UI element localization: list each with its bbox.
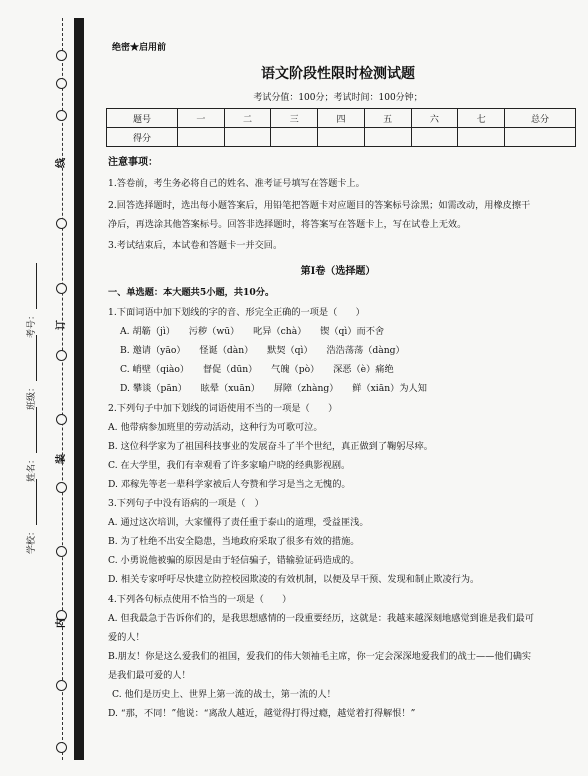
exam-number-field xyxy=(24,263,37,338)
section-title: 第Ⅰ卷（选择题） xyxy=(300,266,376,277)
score-cell[interactable] xyxy=(505,128,576,147)
table-cell: 三 xyxy=(271,109,318,128)
table-cell: 七 xyxy=(458,109,505,128)
option-b: B. 为了杜绝不出安全隐患，当地政府采取了很多有效的措施。 xyxy=(108,536,360,547)
cut-line xyxy=(62,18,63,760)
table-row xyxy=(107,109,576,128)
binding-hole-icon xyxy=(56,680,67,691)
note-item: 3.考试结束后，本试卷和答题卡一并交回。 xyxy=(108,240,283,251)
question-stem: 3.下列句子中没有语病的一项是（ ） xyxy=(108,498,264,509)
binding-hole-icon xyxy=(56,218,67,229)
score-cell[interactable] xyxy=(411,128,458,147)
binding-label: 装 xyxy=(56,454,67,464)
note-item: 1.答卷前，考生务必将自己的姓名、准考证号填写在答题卡上。 xyxy=(108,178,365,189)
option-d: D. 邓稼先等老一辈科学家被后人夸赞和学习是当之无愧的。 xyxy=(108,479,351,490)
option-d: D. 攀谈（pān） 眩晕（xuān） 屏障（zhàng） 鲜（xiān）为人知 xyxy=(120,383,427,394)
table-cell: 一 xyxy=(178,109,225,128)
option-d: D. “那，不同！”他说：“离敌人越近，越觉得打得过瘾，越觉着打得解恨！” xyxy=(108,708,416,719)
score-cell[interactable] xyxy=(224,128,271,147)
option-d: D. 相关专家呼吁尽快建立防控校园欺凌的有效机制，以便及早干预、发现和制止欺凌行为。 xyxy=(108,574,480,585)
option-c: C. 他们是历史上、世界上第一流的战士，第一流的人！ xyxy=(112,689,336,700)
school-field xyxy=(24,479,37,554)
question-stem: 1.下面词语中加下划线的字的音、形完全正确的一项是（ ） xyxy=(108,307,365,318)
field-label: 考号： xyxy=(27,310,37,338)
question-stem: 4.下列各句标点使用不恰当的一项是（ ） xyxy=(108,594,292,605)
option-b: B. 邀请（yāo） 怪诞（dàn） 默契（qì） 浩浩荡荡（dàng） xyxy=(120,345,405,356)
score-cell[interactable] xyxy=(458,128,505,147)
exam-info: 考试分值：100分；考试时间：100分钟； xyxy=(253,93,423,103)
option-b-cont: 是我们最可爱的人！ xyxy=(108,670,191,681)
table-cell: 二 xyxy=(224,109,271,128)
option-c: C. 小勇说他被骗的原因是由于轻信骗子，错输验证码造成的。 xyxy=(108,555,360,566)
option-a: A. 通过这次培训，大家懂得了责任重于泰山的道理，受益匪浅。 xyxy=(108,517,369,528)
binding-hole-icon xyxy=(56,742,67,753)
option-a: A. 但我最急于告诉你们的，是我思想感情的一段重要经历，这就是：我越来越深刻地感觉到谁是我们最可 xyxy=(108,613,534,624)
option-c: C. 在大学里，我们有幸观看了许多家喻户晓的经典影视剧。 xyxy=(108,460,351,471)
score-table xyxy=(106,108,576,147)
field-label: 班级： xyxy=(27,382,37,410)
option-b: B.朋友！你是这么爱我们的祖国，爱我们的伟大领袖毛主席，你一定会深深地爱我们的战士——他们确实 xyxy=(108,651,532,662)
part-heading: 一、单选题：本大题共5小题，共10分。 xyxy=(108,287,275,298)
binding-label: 订 xyxy=(56,320,67,330)
binding-hole-icon xyxy=(56,350,67,361)
score-cell[interactable] xyxy=(178,128,225,147)
notes-title: 注意事项： xyxy=(108,157,158,168)
score-cell[interactable] xyxy=(364,128,411,147)
table-cell: 五 xyxy=(364,109,411,128)
option-a: A. 他带病参加班里的劳动活动，这种行为可歌可泣。 xyxy=(108,422,323,433)
table-cell: 题号 xyxy=(107,109,178,128)
binding-bar xyxy=(74,18,84,760)
field-label: 学校： xyxy=(27,526,37,554)
table-cell: 四 xyxy=(318,109,365,128)
binding-label: 线 xyxy=(56,158,67,168)
secret-mark: 绝密★启用前 xyxy=(112,43,167,53)
option-a: A. 胡簕（jì） 污秽（wū） 叱异（chà） 锲（qì）而不舍 xyxy=(120,326,385,337)
table-cell: 得分 xyxy=(107,128,178,147)
page-title: 语文阶段性限时检测试题 xyxy=(261,66,415,82)
binding-hole-icon xyxy=(56,78,67,89)
table-row xyxy=(107,128,576,147)
binding-label: 内 xyxy=(56,618,67,628)
option-c: C. 峭壁（qiào） 督促（dūn） 气魄（pò） 深恶（è）痛绝 xyxy=(120,364,394,375)
binding-hole-icon xyxy=(56,283,67,294)
binding-hole-icon xyxy=(56,414,67,425)
score-cell[interactable] xyxy=(271,128,318,147)
note-item: 净后，再选涂其他答案标号。回答非选择题时，将答案写在答题卡上，写在试卷上无效。 xyxy=(108,219,467,230)
note-item: 2.回答选择题时，选出每小题答案后，用铅笔把答题卡对应题目的答案标号涂黑；如需改动，用橡皮擦干 xyxy=(108,200,531,211)
binding-hole-icon xyxy=(56,546,67,557)
binding-hole-icon xyxy=(56,110,67,121)
field-label: 姓名： xyxy=(27,454,37,482)
binding-hole-icon xyxy=(56,50,67,61)
class-field xyxy=(24,335,37,410)
table-cell: 总分 xyxy=(505,109,576,128)
option-a-cont: 爱的人！ xyxy=(108,632,145,643)
table-cell: 六 xyxy=(411,109,458,128)
score-cell[interactable] xyxy=(318,128,365,147)
binding-hole-icon xyxy=(56,482,67,493)
question-stem: 2.下列句子中加下划线的词语使用不当的一项是（ ） xyxy=(108,403,338,414)
option-b: B. 这位科学家为了祖国科技事业的发展奋斗了半个世纪，真正做到了鞠躬尽瘁。 xyxy=(108,441,433,452)
name-field xyxy=(24,407,37,482)
binding-strip xyxy=(20,18,86,760)
